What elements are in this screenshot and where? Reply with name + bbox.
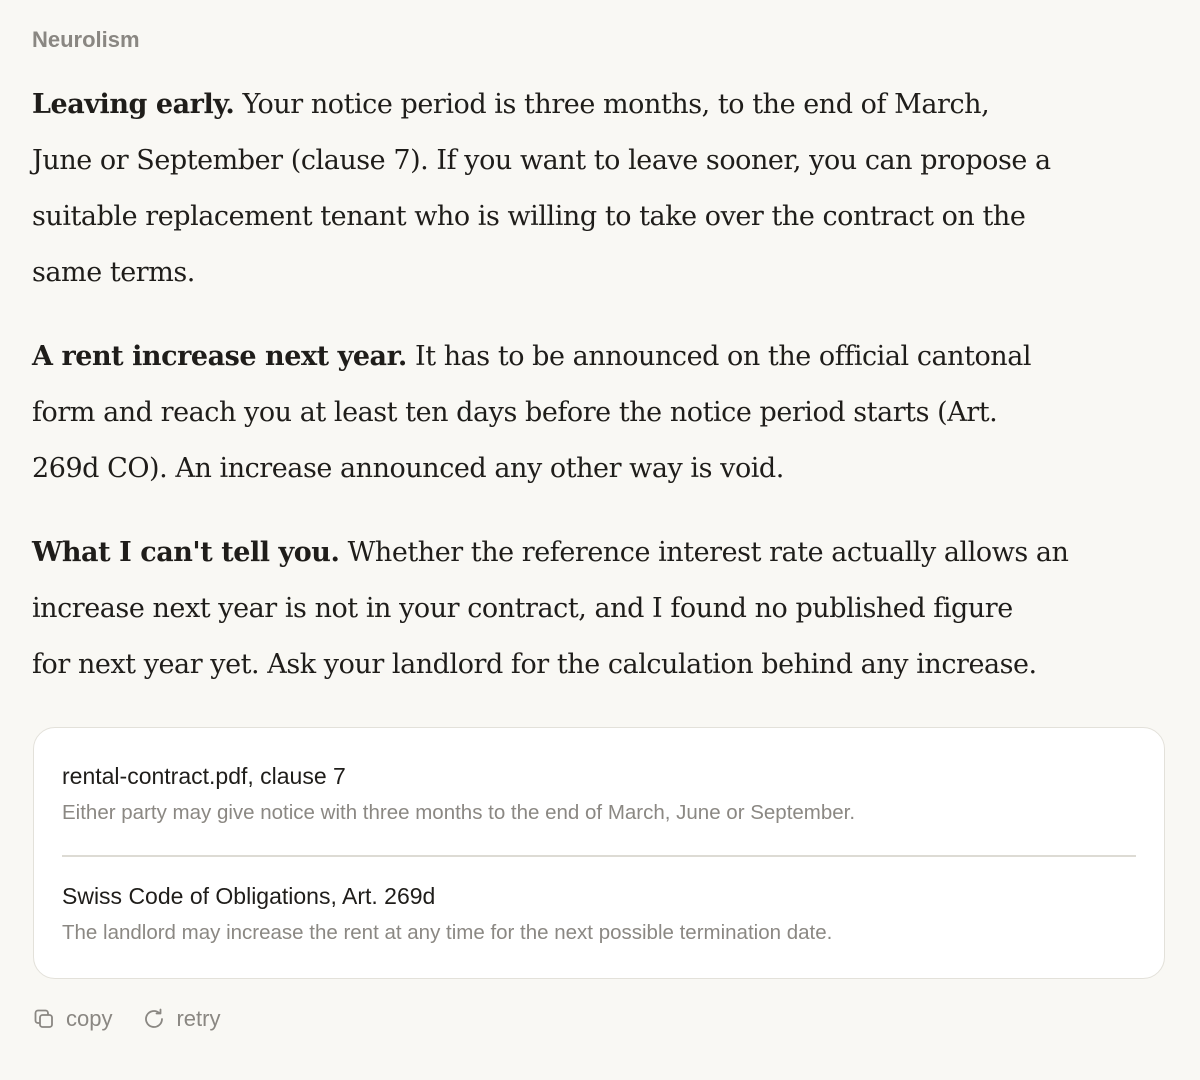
answer-line (32, 525, 1172, 581)
retry-button[interactable] (142, 1006, 220, 1032)
copy-icon (32, 1007, 56, 1031)
source-title: Swiss Code of Obligations, Art. 269d (62, 883, 436, 909)
source-item[interactable] (62, 882, 1136, 946)
answer-line: same terms. (32, 257, 195, 288)
source-title: rental-contract.pdf, clause 7 (62, 763, 346, 789)
paragraph-heading: What I can't tell you. (32, 537, 340, 568)
answer-body (32, 77, 1172, 721)
paragraph-heading: Leaving early. (32, 89, 235, 120)
retry-icon (142, 1007, 166, 1031)
answer-line: for next year yet. Ask your landlord for the calculation behind any increase. (32, 649, 1037, 680)
copy-label: copy (66, 1006, 113, 1031)
paragraph-text: It has to be announced on the official cantonal (406, 341, 1032, 372)
source-divider (62, 855, 1136, 857)
answer-paragraph-leaving-early (32, 77, 1172, 301)
answer-line (32, 77, 1172, 133)
answer-paragraph-what-i-cant-tell (32, 525, 1172, 693)
source-item[interactable] (62, 762, 1136, 826)
paragraph-text: Whether the reference interest rate actually allows an (339, 537, 1069, 568)
retry-label: retry (176, 1006, 221, 1031)
answer-paragraph-rent-increase (32, 329, 1172, 497)
paragraph-heading: A rent increase next year. (32, 341, 407, 372)
paragraph-text: Your notice period is three months, to the end of March, (234, 89, 990, 120)
answer-line: suitable replacement tenant who is willing to take over the contract on the (32, 201, 1026, 232)
sources-card (33, 727, 1165, 979)
copy-button[interactable] (32, 1006, 112, 1032)
answer-line: form and reach you at least ten days before the notice period starts (Art. (32, 397, 998, 428)
assistant-name: Neurolism (32, 27, 140, 52)
answer-line: June or September (clause 7). If you want to leave sooner, you can propose a (32, 145, 1051, 176)
answer-line (32, 329, 1172, 385)
source-quote: The landlord may increase the rent at any time for the next possible termination date. (62, 921, 833, 944)
message-actions (32, 1006, 250, 1032)
answer-line: increase next year is not in your contract, and I found no published figure (32, 593, 1013, 624)
source-quote: Either party may give notice with three months to the end of March, June or September. (62, 801, 856, 824)
answer-line: 269d CO). An increase announced any other way is void. (32, 453, 784, 484)
